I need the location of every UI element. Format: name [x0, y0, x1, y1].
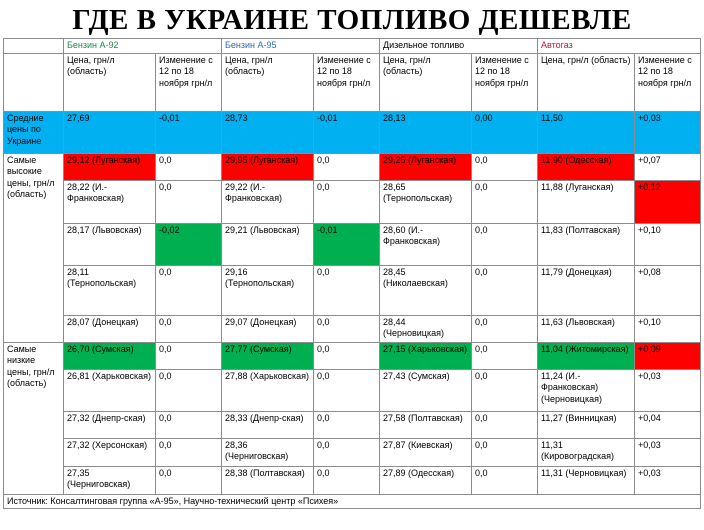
price-cell: 29,21 (Львовская) [222, 223, 314, 265]
price-cell: 27,43 (Сумская) [380, 369, 472, 411]
change-cell: +0,08 [635, 265, 701, 315]
avg-cell: 11,50 [538, 111, 635, 153]
change-cell: 0,0 [156, 369, 222, 411]
table-row [4, 315, 701, 342]
price-cell: 29,07 (Донецкая) [222, 315, 314, 342]
price-cell: 28,65 (Тернопольская) [380, 180, 472, 223]
average-row [4, 111, 701, 153]
price-cell: 29,16 (Тернопольская) [222, 265, 314, 315]
price-cell: 28,38 (Полтавская) [222, 466, 314, 494]
change-cell: 0,0 [314, 180, 380, 223]
price-cell: 27,15 (Харьковская) [380, 342, 472, 369]
price-cell: 11,24 (И.-Франковская) (Черновицкая) [538, 369, 635, 411]
price-cell: 11,04 (Житомирская) [538, 342, 635, 369]
change-cell: 0,0 [156, 265, 222, 315]
change-cell: +0,03 [635, 466, 701, 494]
change-cell: 0,0 [472, 223, 538, 265]
table-row [4, 180, 701, 223]
table-row [4, 466, 701, 494]
change-cell: 0,0 [472, 369, 538, 411]
price-cell: 11,31 (Черновицкая) [538, 466, 635, 494]
price-cell: 27,88 (Харьковская) [222, 369, 314, 411]
change-cell: 0,0 [314, 438, 380, 466]
table-row [4, 369, 701, 411]
change-cell: 0,0 [472, 466, 538, 494]
change-cell: 0,0 [472, 411, 538, 438]
column-header-change: Изменение с 12 по 18 ноября грн/л [635, 53, 701, 111]
table-row [4, 342, 701, 369]
fuel-diesel-header: Дизельное топливо [380, 39, 538, 54]
price-cell: 29,95 (Луганская) [222, 153, 314, 180]
price-cell: 28,17 (Львовская) [64, 223, 156, 265]
price-cell: 27,87 (Киевская) [380, 438, 472, 466]
avg-cell: 27,69 [64, 111, 156, 153]
change-cell: +0,10 [635, 223, 701, 265]
avg-cell: +0,03 [635, 111, 701, 153]
table-row [4, 438, 701, 466]
price-cell: 27,35 (Черниговская) [64, 466, 156, 494]
column-header-change: Изменение с 12 по 18 ноября грн/л [314, 53, 380, 111]
change-cell: 0,0 [156, 466, 222, 494]
price-cell: 29,22 (И.-Франковская) [222, 180, 314, 223]
avg-cell: -0,01 [156, 111, 222, 153]
change-cell: +0,07 [635, 153, 701, 180]
change-cell: -0,01 [314, 223, 380, 265]
change-cell: 0,0 [472, 153, 538, 180]
table-row [4, 223, 701, 265]
price-cell: 11,31 (Кировоградская) [538, 438, 635, 466]
price-cell: 11,83 (Полтавская) [538, 223, 635, 265]
price-cell: 28,36 (Черниговская) [222, 438, 314, 466]
change-cell: -0,02 [156, 223, 222, 265]
table-row [4, 411, 701, 438]
corner-cell [4, 39, 64, 54]
column-header-price: Цена, грн/л (область) [64, 53, 156, 111]
change-cell: 0,0 [314, 153, 380, 180]
change-cell: +0,03 [635, 438, 701, 466]
page-title: ГДЕ В УКРАИНЕ ТОПЛИВО ДЕШЕВЛЕ [72, 4, 632, 36]
avg-cell: 28,73 [222, 111, 314, 153]
change-cell: 0,0 [156, 438, 222, 466]
column-header-change: Изменение с 12 по 18 ноября грн/л [472, 53, 538, 111]
change-cell: 0,0 [472, 265, 538, 315]
column-header-price: Цена, грн/л (область) [380, 53, 472, 111]
change-cell: 0,0 [156, 315, 222, 342]
fuel-a95-header: Бензин А-95 [222, 39, 380, 54]
avg-cell: 28,13 [380, 111, 472, 153]
price-cell: 28,07 (Донецкая) [64, 315, 156, 342]
change-cell: +0,04 [635, 411, 701, 438]
change-cell: 0,0 [156, 180, 222, 223]
change-cell: 0,0 [314, 265, 380, 315]
row-label-highest: Самые высокие цены, грн/л (область) [4, 153, 64, 342]
avg-cell: -0,01 [314, 111, 380, 153]
price-cell: 11,88 (Луганская) [538, 180, 635, 223]
price-cell: 28,22 (И.-Франковская) [64, 180, 156, 223]
price-cell: 28,45 (Николаевская) [380, 265, 472, 315]
column-header-price: Цена, грн/л (область) [222, 53, 314, 111]
column-header-empty [4, 53, 64, 111]
price-cell: 27,89 (Одесская) [380, 466, 472, 494]
row-label-average: Средние цены по Украине [4, 111, 64, 153]
change-cell: 0,0 [156, 153, 222, 180]
change-cell: 0,0 [472, 315, 538, 342]
price-cell: 28,11 (Тернопольская) [64, 265, 156, 315]
change-cell: 0,0 [472, 438, 538, 466]
column-header-row [4, 53, 701, 111]
change-cell: +0,09 [635, 342, 701, 369]
price-cell: 27,58 (Полтавская) [380, 411, 472, 438]
table-row [4, 153, 701, 180]
price-cell: 28,44 (Черновицкая) [380, 315, 472, 342]
change-cell: 0,0 [156, 342, 222, 369]
fuel-a92-header: Бензин А-92 [64, 39, 222, 54]
change-cell: 0,0 [314, 342, 380, 369]
price-cell: 28,60 (И.-Франковская) [380, 223, 472, 265]
price-cell: 29,12 (Луганская) [64, 153, 156, 180]
avg-cell: 0,00 [472, 111, 538, 153]
change-cell: +0,10 [635, 315, 701, 342]
price-cell: 26,81 (Харьковская) [64, 369, 156, 411]
change-cell: 0,0 [472, 180, 538, 223]
source-row [4, 494, 701, 509]
column-header-change: Изменение с 12 по 18 ноября грн/л [156, 53, 222, 111]
price-cell: 27,32 (Херсонская) [64, 438, 156, 466]
price-cell: 26,70 (Сумская) [64, 342, 156, 369]
price-cell: 28,33 (Днепр-ская) [222, 411, 314, 438]
fuel-price-table [3, 38, 701, 509]
change-cell: 0,0 [314, 315, 380, 342]
column-header-price: Цена, грн/л (область) [538, 53, 635, 111]
price-cell: 27,32 (Днепр-ская) [64, 411, 156, 438]
price-cell: 11,63 (Львовская) [538, 315, 635, 342]
change-cell: 0,0 [314, 411, 380, 438]
change-cell: +0,03 [635, 369, 701, 411]
price-cell: 29,25 (Луганская) [380, 153, 472, 180]
row-label-lowest: Самые низкие цены, грн/л (область) [4, 342, 64, 494]
change-cell: 0,0 [472, 342, 538, 369]
price-cell: 11,27 (Винницкая) [538, 411, 635, 438]
table-row [4, 265, 701, 315]
change-cell: 0,0 [314, 369, 380, 411]
change-cell: 0,0 [314, 466, 380, 494]
fuel-header-row [4, 39, 701, 54]
change-cell: 0,0 [156, 411, 222, 438]
price-cell: 11,79 (Донецкая) [538, 265, 635, 315]
price-cell: 27,77 (Сумская) [222, 342, 314, 369]
price-cell: 11,90 (Одесская) [538, 153, 635, 180]
fuel-lpg-header: Автогаз [538, 39, 701, 54]
change-cell: +0,12 [635, 180, 701, 223]
source-note: Источник: Консалтинговая группа «А-95», Научно-технический центр «Психея» [4, 494, 701, 509]
